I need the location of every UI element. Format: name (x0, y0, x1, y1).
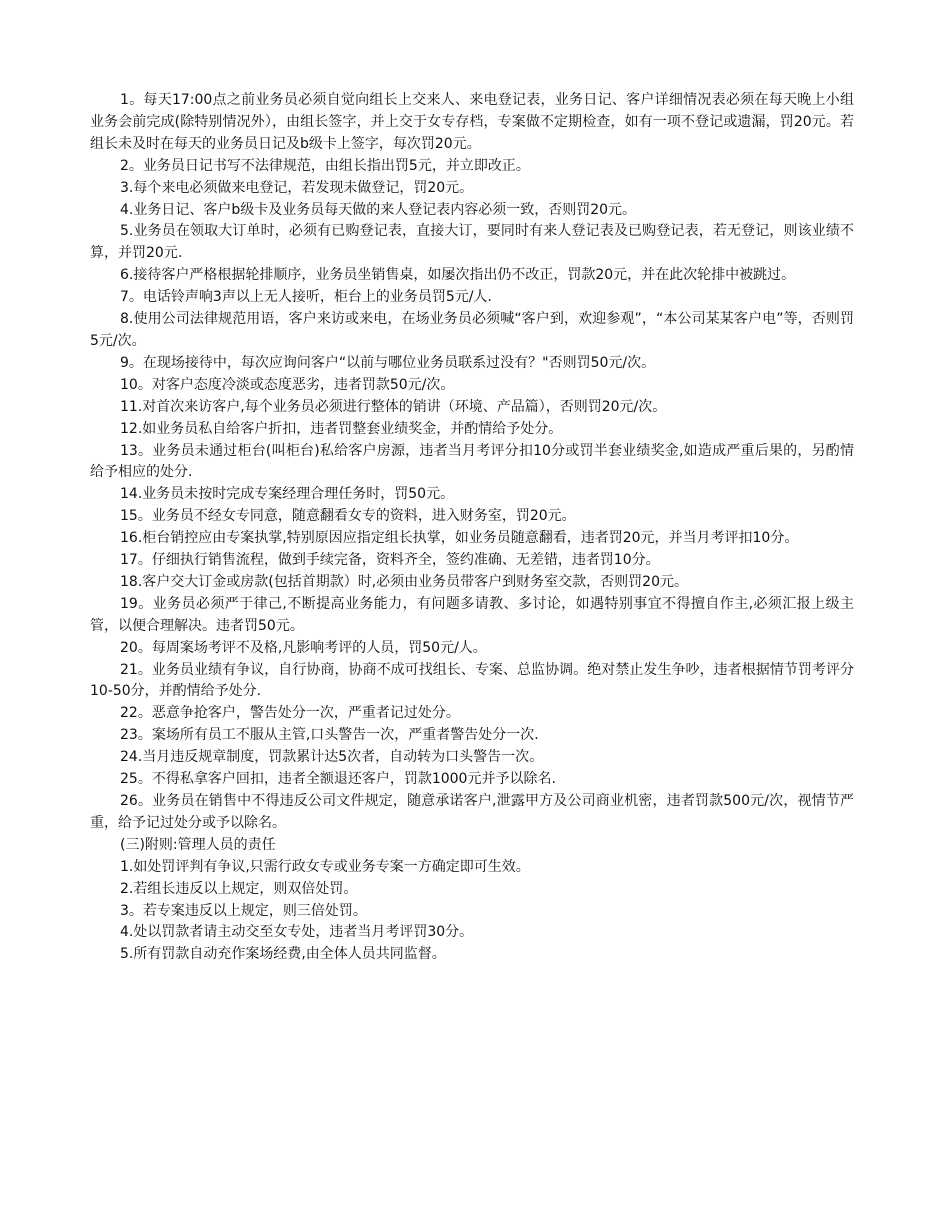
rule-paragraph-14: 14.业务员未按时完成专案经理合理任务时，罚50元。 (120, 486, 455, 503)
rule-paragraph-12: 12.如业务员私自给客户折扣，违者罚整套业绩奖金，并酌情给予处分。 (120, 420, 563, 437)
rule-paragraph-9: 9。在现场接待中，每次应询问客户“以前与哪位业务员联系过没有？"否则罚50元/次。 (120, 354, 656, 371)
rule-paragraph-11: 11.对首次来访客户,每个业务员必须进行整体的销讲（环境、产品篇），否则罚20元/次。 (120, 398, 667, 415)
document-body (90, 90, 854, 966)
rule-paragraph-10: 10。对客户态度冷淡或态度恶劣，违者罚款50元/次。 (120, 376, 455, 393)
rule-paragraph-23: 23。案场所有员工不服从主管,口头警告一次，严重者警告处分一次. (120, 727, 539, 744)
appendix-item-5: 5.所有罚款自动充作案场经费,由全体人员共同监督。 (120, 946, 446, 963)
rule-paragraph-4: 4.业务日记、客户b级卡及业务员每天做的来人登记表内容必须一致，否则罚20元。 (120, 201, 637, 218)
rule-paragraph-5: 5.业务员在领取大订单时，必须有已购登记表，直接大订，要同时有来人登记表及已购登记表，若无登记，则该业绩不算，并罚20元. (90, 223, 854, 262)
rule-paragraph-1: 1。每天17:00点之前业务员必须自觉向组长上交来人、来电登记表，业务日记、客户详细情况表必须在每天晚上小组业务会前完成(除特别情况外），由组长签字，并上交于女专存档，专案做不定期检查，如有一项不登记或遗漏，罚20元。若组长未及时在每天的业务员日记及b级卡上签字，每次罚20元。 (90, 92, 854, 152)
appendix-heading: (三)附则:管理人员的责任 (120, 836, 276, 853)
rule-paragraph-15: 15。业务员不经女专同意，随意翻看女专的资料，进入财务室，罚20元。 (120, 508, 576, 525)
rule-paragraph-16: 16.柜台销控应由专案执掌,特别原因应指定组长执掌，如业务员随意翻看，违者罚20元，并当月考评扣10分。 (120, 530, 799, 547)
rule-paragraph-17: 17。仔细执行销售流程，做到手续完备，资料齐全，签约准确、无差错，违者罚10分。 (120, 552, 660, 569)
rule-paragraph-18: 18.客户交大订金或房款(包括首期款）时,必须由业务员带客户到财务室交款，否则罚20元。 (120, 573, 688, 590)
rule-paragraph-2: 2。业务员日记书写不法律规范，由组长指出罚5元，并立即改正。 (120, 157, 530, 174)
rule-paragraph-20: 20。每周案场考评不及格,凡影响考评的人员，罚50元/人。 (120, 639, 487, 656)
appendix-item-1: 1.如处罚评判有争议,只需行政女专或业务专案一方确定即可生效。 (120, 858, 530, 875)
appendix-item-2: 2.若组长违反以上规定，则双倍处罚。 (120, 880, 358, 897)
rule-paragraph-19: 19。业务员必须严于律己,不断提高业务能力，有问题多请教、多讨论，如遇特别事宜不得擅自作主,必须汇报上级主管，以便合理解决。违者罚50元。 (90, 595, 854, 634)
rule-paragraph-3: 3.每个来电必须做来电登记，若发现未做登记，罚20元。 (120, 179, 474, 196)
appendix-item-3: 3。若专案违反以上规定，则三倍处罚。 (120, 902, 367, 919)
rule-paragraph-8: 8.使用公司法律规范用语，客户来访或来电，在场业务员必须喊“客户到，欢迎参观”，“本公司某某客户电”等，否则罚5元/次。 (90, 311, 854, 349)
rule-paragraph-26: 26。业务员在销售中不得违反公司文件规定，随意承诺客户,泄露甲方及公司商业机密，违者罚款500元/次，视情节严重，给予记过处分或予以除名。 (90, 793, 854, 831)
rule-paragraph-6: 6.接待客户严格根据轮排顺序，业务员坐销售桌，如屡次指出仍不改正，罚款20元，并在此次轮排中被跳过。 (120, 267, 796, 284)
rule-paragraph-22: 22。恶意争抢客户，警告处分一次，严重者记过处分。 (120, 705, 460, 722)
rule-paragraph-25: 25。不得私拿客户回扣，违者全额退还客户，罚款1000元并予以除名. (120, 771, 556, 788)
rule-paragraph-7: 7。电话铃声响3声以上无人接听，柜台上的业务员罚5元/人. (120, 289, 492, 306)
rule-paragraph-21: 21。业务员业绩有争议，自行协商，协商不成可找组长、专案、总监协调。绝对禁止发生争吵，违者根据情节罚考评分10-50分，并酌情给予处分. (90, 661, 854, 700)
appendix-item-4: 4.处以罚款者请主动交至女专处，违者当月考评罚30分。 (120, 924, 474, 941)
rule-paragraph-13: 13。业务员未通过柜台(叫柜台)私给客户房源，违者当月考评分扣10分或罚半套业绩奖金,如造成严重后果的，另酌情给予相应的处分. (90, 442, 854, 481)
rule-paragraph-24: 24.当月违反规章制度，罚款累计达5次者，自动转为口头警告一次。 (120, 749, 544, 766)
